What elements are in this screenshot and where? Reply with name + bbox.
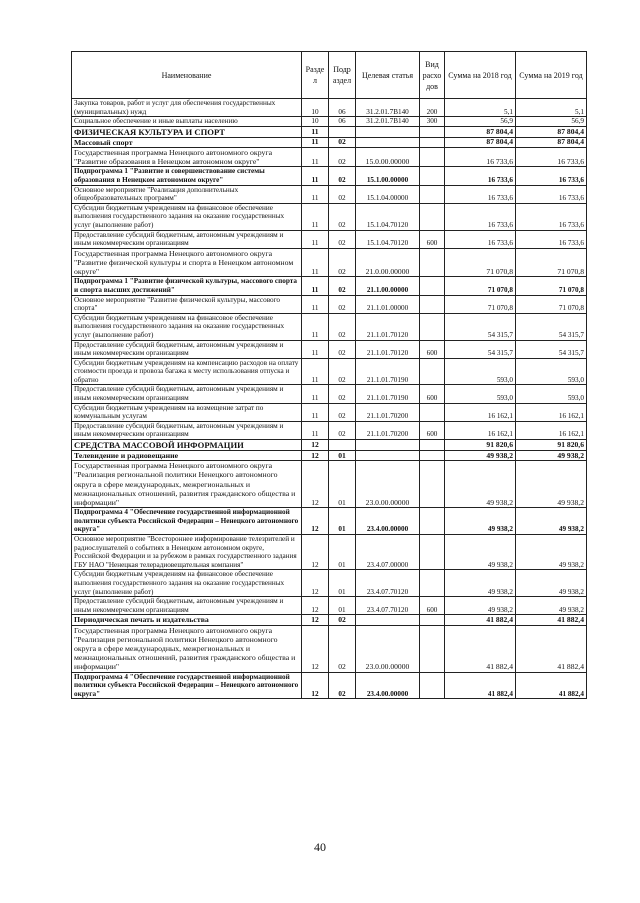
cell-subsection: 01 <box>329 535 356 570</box>
cell-target-item: 23.4.00.00000 <box>356 508 420 535</box>
cell-section: 12 <box>302 461 329 508</box>
cell-target-item <box>356 126 420 137</box>
budget-table <box>71 51 587 699</box>
cell-expense-type: 600 <box>420 385 445 403</box>
cell-subsection: 02 <box>329 615 356 625</box>
cell-sum-2018: 49 938,2 <box>445 461 516 508</box>
cell-expense-type <box>420 126 445 137</box>
cell-name: Предоставление субсидий бюджетным, автономным учреждениям и иным некоммерческим организациям <box>72 340 302 358</box>
cell-expense-type <box>420 403 445 421</box>
cell-name: Субсидии бюджетным учреждениям на компенсацию расходов на оплату стоимости проезда и провоза багажа к месту использования отпуска и обратно <box>72 358 302 385</box>
table-row <box>72 203 587 230</box>
cell-subsection: 02 <box>329 421 356 439</box>
cell-name: Закупка товаров, работ и услуг для обеспечения государственных (муниципальных) нужд <box>72 99 302 117</box>
cell-section: 11 <box>302 277 329 295</box>
cell-name: Периодическая печать и издательства <box>72 615 302 625</box>
cell-target-item: 21.1.01.00000 <box>356 295 420 313</box>
cell-target-item: 21.1.01.70120 <box>356 313 420 340</box>
cell-name: Государственная программа Ненецкого автономного округа "Реализация региональной политики Ненецкого автономного округа в сфере международных, межрегиональных и межнациональных отношений, развития гражданского общества и информации" <box>72 461 302 508</box>
cell-section: 11 <box>302 358 329 385</box>
cell-section: 11 <box>302 421 329 439</box>
cell-expense-type <box>420 147 445 166</box>
cell-sum-2019: 71 070,8 <box>516 295 587 313</box>
cell-name: Массовый спорт <box>72 137 302 147</box>
table-row <box>72 117 587 127</box>
cell-sum-2019: 49 938,2 <box>516 597 587 615</box>
cell-subsection: 02 <box>329 403 356 421</box>
header-name: Наименование <box>72 52 302 99</box>
cell-expense-type <box>420 313 445 340</box>
cell-target-item: 15.0.00.00000 <box>356 147 420 166</box>
header-subsection: Подр аздел <box>329 52 356 99</box>
cell-expense-type <box>420 203 445 230</box>
cell-name: СРЕДСТВА МАССОВОЙ ИНФОРМАЦИИ <box>72 440 302 451</box>
header-sum-2018: Сумма на 2018 год <box>445 52 516 99</box>
cell-sum-2019: 49 938,2 <box>516 535 587 570</box>
cell-section: 11 <box>302 248 329 277</box>
cell-subsection: 01 <box>329 461 356 508</box>
cell-name: Подпрограмма 1 "Развитие и совершенствование системы образования в Ненецком автономном округе" <box>72 167 302 185</box>
cell-sum-2019: 16 733,6 <box>516 203 587 230</box>
cell-sum-2018: 5,1 <box>445 99 516 117</box>
cell-subsection: 02 <box>329 137 356 147</box>
cell-subsection: 01 <box>329 570 356 597</box>
cell-section: 11 <box>302 147 329 166</box>
cell-expense-type <box>420 248 445 277</box>
table-row <box>72 597 587 615</box>
cell-target-item: 21.0.00.00000 <box>356 248 420 277</box>
cell-target-item: 21.1.01.70200 <box>356 421 420 439</box>
cell-target-item: 23.4.00.00000 <box>356 672 420 699</box>
table-row <box>72 99 587 117</box>
cell-subsection: 02 <box>329 248 356 277</box>
cell-sum-2018: 54 315,7 <box>445 313 516 340</box>
cell-section: 12 <box>302 615 329 625</box>
cell-name: Субсидии бюджетным учреждениям на финансовое обеспечение выполнения государственного задания на оказание государственных услуг (выполнение работ) <box>72 313 302 340</box>
cell-name: Основное мероприятие "Развитие физической культуры, массового спорта" <box>72 295 302 313</box>
cell-sum-2018: 16 733,6 <box>445 167 516 185</box>
cell-sum-2019: 71 070,8 <box>516 248 587 277</box>
cell-target-item: 31.2.01.7В140 <box>356 117 420 127</box>
cell-sum-2019: 16 733,6 <box>516 230 587 248</box>
cell-expense-type <box>420 358 445 385</box>
cell-expense-type <box>420 451 445 461</box>
cell-sum-2019: 41 882,4 <box>516 615 587 625</box>
cell-target-item: 23.4.07.70120 <box>356 597 420 615</box>
cell-sum-2018: 16 162,1 <box>445 421 516 439</box>
cell-sum-2019: 41 882,4 <box>516 672 587 699</box>
cell-sum-2019: 54 315,7 <box>516 340 587 358</box>
table-row <box>72 451 587 461</box>
cell-target-item: 15.1.04.70120 <box>356 203 420 230</box>
cell-sum-2018: 49 938,2 <box>445 570 516 597</box>
cell-section: 12 <box>302 625 329 672</box>
cell-target-item: 31.2.01.7В140 <box>356 99 420 117</box>
cell-name: Предоставление субсидий бюджетным, автономным учреждениям и иным некоммерческим организациям <box>72 597 302 615</box>
cell-section: 12 <box>302 597 329 615</box>
cell-name: Социальное обеспечение и иные выплаты населению <box>72 117 302 127</box>
cell-sum-2019: 16 733,6 <box>516 167 587 185</box>
cell-name: Государственная программа Ненецкого автономного округа "Развитие физической культуры и спорта в Ненецком автономном округе" <box>72 248 302 277</box>
cell-section: 10 <box>302 99 329 117</box>
cell-section: 11 <box>302 295 329 313</box>
cell-target-item: 21.1.01.70190 <box>356 385 420 403</box>
cell-section: 11 <box>302 203 329 230</box>
cell-section: 11 <box>302 185 329 203</box>
table-row <box>72 615 587 625</box>
cell-target-item: 21.1.01.70120 <box>356 340 420 358</box>
cell-name: Подпрограмма 4 "Обеспечение государственной информационной политики субъекта Российской Федерации – Ненецкого автономного округа" <box>72 672 302 699</box>
cell-expense-type: 600 <box>420 421 445 439</box>
cell-section: 10 <box>302 117 329 127</box>
cell-subsection: 02 <box>329 672 356 699</box>
cell-target-item: 23.4.07.70120 <box>356 570 420 597</box>
cell-section: 12 <box>302 672 329 699</box>
cell-expense-type <box>420 535 445 570</box>
cell-sum-2018: 41 882,4 <box>445 672 516 699</box>
table-row <box>72 147 587 166</box>
cell-subsection: 01 <box>329 451 356 461</box>
cell-sum-2018: 593,0 <box>445 358 516 385</box>
cell-sum-2019: 54 315,7 <box>516 313 587 340</box>
cell-sum-2018: 16 733,6 <box>445 230 516 248</box>
cell-sum-2018: 71 070,8 <box>445 277 516 295</box>
cell-sum-2018: 87 804,4 <box>445 126 516 137</box>
cell-sum-2019: 71 070,8 <box>516 277 587 295</box>
cell-section: 12 <box>302 570 329 597</box>
cell-target-item: 15.1.04.70120 <box>356 230 420 248</box>
cell-section: 11 <box>302 126 329 137</box>
table-row <box>72 403 587 421</box>
cell-name: Основное мероприятие "Реализация дополнительных общеобразовательных программ" <box>72 185 302 203</box>
cell-subsection: 02 <box>329 385 356 403</box>
cell-sum-2018: 41 882,4 <box>445 615 516 625</box>
cell-expense-type <box>420 167 445 185</box>
table-header-row <box>72 52 587 99</box>
cell-target-item: 23.0.00.00000 <box>356 461 420 508</box>
cell-sum-2019: 41 882,4 <box>516 625 587 672</box>
header-section: Разде л <box>302 52 329 99</box>
cell-subsection: 02 <box>329 313 356 340</box>
table-row <box>72 461 587 508</box>
cell-sum-2019: 49 938,2 <box>516 461 587 508</box>
cell-target-item <box>356 440 420 451</box>
cell-sum-2019: 49 938,2 <box>516 451 587 461</box>
cell-name: Субсидии бюджетным учреждениям на финансовое обеспечение выполнения государственного задания на оказание государственных услуг (выполнение работ) <box>72 570 302 597</box>
cell-subsection <box>329 440 356 451</box>
cell-sum-2018: 91 820,6 <box>445 440 516 451</box>
table-row <box>72 230 587 248</box>
cell-name: Телевидение и радиовещание <box>72 451 302 461</box>
cell-name: ФИЗИЧЕСКАЯ КУЛЬТУРА И СПОРТ <box>72 126 302 137</box>
cell-expense-type <box>420 440 445 451</box>
cell-expense-type <box>420 625 445 672</box>
cell-subsection: 02 <box>329 230 356 248</box>
table-row <box>72 440 587 451</box>
cell-sum-2018: 16 733,6 <box>445 147 516 166</box>
cell-sum-2019: 593,0 <box>516 358 587 385</box>
cell-expense-type: 600 <box>420 597 445 615</box>
cell-name: Предоставление субсидий бюджетным, автономным учреждениям и иным некоммерческим организациям <box>72 385 302 403</box>
cell-target-item: 21.1.01.70200 <box>356 403 420 421</box>
cell-name: Основное мероприятие "Всестороннее информирование телезрителей и радиослушателей о событиях в Ненецком автономном округе, Российской Федерации и за рубежом в рамках государственного задания ГБУ НАО "Ненецкая телерадиовещательная компания" <box>72 535 302 570</box>
cell-sum-2018: 49 938,2 <box>445 451 516 461</box>
cell-subsection: 01 <box>329 508 356 535</box>
cell-target-item: 23.4.07.00000 <box>356 535 420 570</box>
table-row <box>72 570 587 597</box>
cell-sum-2018: 87 804,4 <box>445 137 516 147</box>
cell-sum-2019: 16 162,1 <box>516 421 587 439</box>
cell-sum-2018: 54 315,7 <box>445 340 516 358</box>
table-row <box>72 126 587 137</box>
cell-section: 11 <box>302 313 329 340</box>
cell-subsection: 02 <box>329 167 356 185</box>
cell-subsection: 06 <box>329 99 356 117</box>
cell-sum-2018: 49 938,2 <box>445 508 516 535</box>
cell-name: Предоставление субсидий бюджетным, автономным учреждениям и иным некоммерческим организациям <box>72 230 302 248</box>
cell-sum-2018: 16 162,1 <box>445 403 516 421</box>
cell-target-item: 23.0.00.00000 <box>356 625 420 672</box>
cell-expense-type: 200 <box>420 99 445 117</box>
cell-sum-2018: 49 938,2 <box>445 535 516 570</box>
table-row <box>72 358 587 385</box>
cell-section: 12 <box>302 508 329 535</box>
cell-sum-2019: 5,1 <box>516 99 587 117</box>
cell-subsection: 02 <box>329 358 356 385</box>
cell-section: 11 <box>302 137 329 147</box>
cell-sum-2019: 91 820,6 <box>516 440 587 451</box>
cell-expense-type: 300 <box>420 117 445 127</box>
cell-expense-type <box>420 137 445 147</box>
cell-expense-type <box>420 277 445 295</box>
cell-sum-2019: 16 733,6 <box>516 147 587 166</box>
cell-target-item: 15.1.04.00000 <box>356 185 420 203</box>
cell-section: 12 <box>302 451 329 461</box>
cell-sum-2018: 16 733,6 <box>445 185 516 203</box>
cell-subsection: 02 <box>329 625 356 672</box>
cell-subsection: 02 <box>329 147 356 166</box>
cell-section: 11 <box>302 167 329 185</box>
cell-subsection: 01 <box>329 597 356 615</box>
page-number: 40 <box>314 840 326 854</box>
cell-sum-2019: 16 733,6 <box>516 185 587 203</box>
cell-sum-2018: 71 070,8 <box>445 248 516 277</box>
cell-sum-2019: 49 938,2 <box>516 570 587 597</box>
table-row <box>72 295 587 313</box>
table-row <box>72 672 587 699</box>
cell-expense-type <box>420 461 445 508</box>
cell-name: Подпрограмма 1 "Развитие физической культуры, массового спорта и спорта высших достижений" <box>72 277 302 295</box>
cell-sum-2019: 49 938,2 <box>516 508 587 535</box>
cell-name: Субсидии бюджетным учреждениям на финансовое обеспечение выполнения государственного задания на оказание государственных услуг (выполнение работ) <box>72 203 302 230</box>
table-row <box>72 277 587 295</box>
cell-section: 12 <box>302 535 329 570</box>
header-sum-2019: Сумма на 2019 год <box>516 52 587 99</box>
table-body <box>72 99 587 699</box>
table-row <box>72 535 587 570</box>
cell-subsection <box>329 126 356 137</box>
table-row <box>72 248 587 277</box>
cell-sum-2019: 16 162,1 <box>516 403 587 421</box>
cell-sum-2019: 87 804,4 <box>516 126 587 137</box>
table-row <box>72 313 587 340</box>
cell-target-item <box>356 615 420 625</box>
cell-target-item: 21.1.01.70190 <box>356 358 420 385</box>
cell-name: Предоставление субсидий бюджетным, автономным учреждениям и иным некоммерческим организациям <box>72 421 302 439</box>
table-row <box>72 421 587 439</box>
cell-target-item: 15.1.00.00000 <box>356 167 420 185</box>
cell-target-item: 21.1.00.00000 <box>356 277 420 295</box>
cell-expense-type <box>420 570 445 597</box>
cell-target-item <box>356 137 420 147</box>
cell-sum-2018: 71 070,8 <box>445 295 516 313</box>
cell-name: Субсидии бюджетным учреждениям на возмещение затрат по коммунальным услугам <box>72 403 302 421</box>
cell-section: 11 <box>302 230 329 248</box>
cell-sum-2018: 41 882,4 <box>445 625 516 672</box>
cell-expense-type <box>420 295 445 313</box>
header-target-item: Целевая статья <box>356 52 420 99</box>
cell-section: 11 <box>302 340 329 358</box>
table-row <box>72 508 587 535</box>
cell-subsection: 02 <box>329 203 356 230</box>
cell-sum-2019: 593,0 <box>516 385 587 403</box>
cell-name: Подпрограмма 4 "Обеспечение государственной информационной политики субъекта Российской Федерации – Ненецкого автономного округа" <box>72 508 302 535</box>
cell-sum-2018: 593,0 <box>445 385 516 403</box>
cell-sum-2019: 56,9 <box>516 117 587 127</box>
cell-name: Государственная программа Ненецкого автономного округа "Развитие образования в Ненецком автономном округе" <box>72 147 302 166</box>
cell-name: Государственная программа Ненецкого автономного округа "Реализация региональной политики Ненецкого автономного округа в сфере международных, межрегиональных и межнациональных отношений, развития гражданского общества и информации" <box>72 625 302 672</box>
cell-expense-type: 600 <box>420 340 445 358</box>
cell-subsection: 02 <box>329 185 356 203</box>
table-row <box>72 185 587 203</box>
table-row <box>72 625 587 672</box>
table-row <box>72 137 587 147</box>
cell-sum-2018: 49 938,2 <box>445 597 516 615</box>
cell-sum-2019: 87 804,4 <box>516 137 587 147</box>
header-expense-type: Вид расхо дов <box>420 52 445 99</box>
table-row <box>72 167 587 185</box>
cell-target-item <box>356 451 420 461</box>
cell-expense-type: 600 <box>420 230 445 248</box>
table-row <box>72 340 587 358</box>
cell-section: 12 <box>302 440 329 451</box>
cell-subsection: 02 <box>329 295 356 313</box>
cell-sum-2018: 56,9 <box>445 117 516 127</box>
cell-section: 11 <box>302 403 329 421</box>
cell-expense-type <box>420 615 445 625</box>
cell-expense-type <box>420 508 445 535</box>
table-row <box>72 385 587 403</box>
cell-expense-type <box>420 185 445 203</box>
cell-subsection: 02 <box>329 277 356 295</box>
cell-sum-2018: 16 733,6 <box>445 203 516 230</box>
cell-section: 11 <box>302 385 329 403</box>
cell-subsection: 02 <box>329 340 356 358</box>
cell-expense-type <box>420 672 445 699</box>
cell-subsection: 06 <box>329 117 356 127</box>
